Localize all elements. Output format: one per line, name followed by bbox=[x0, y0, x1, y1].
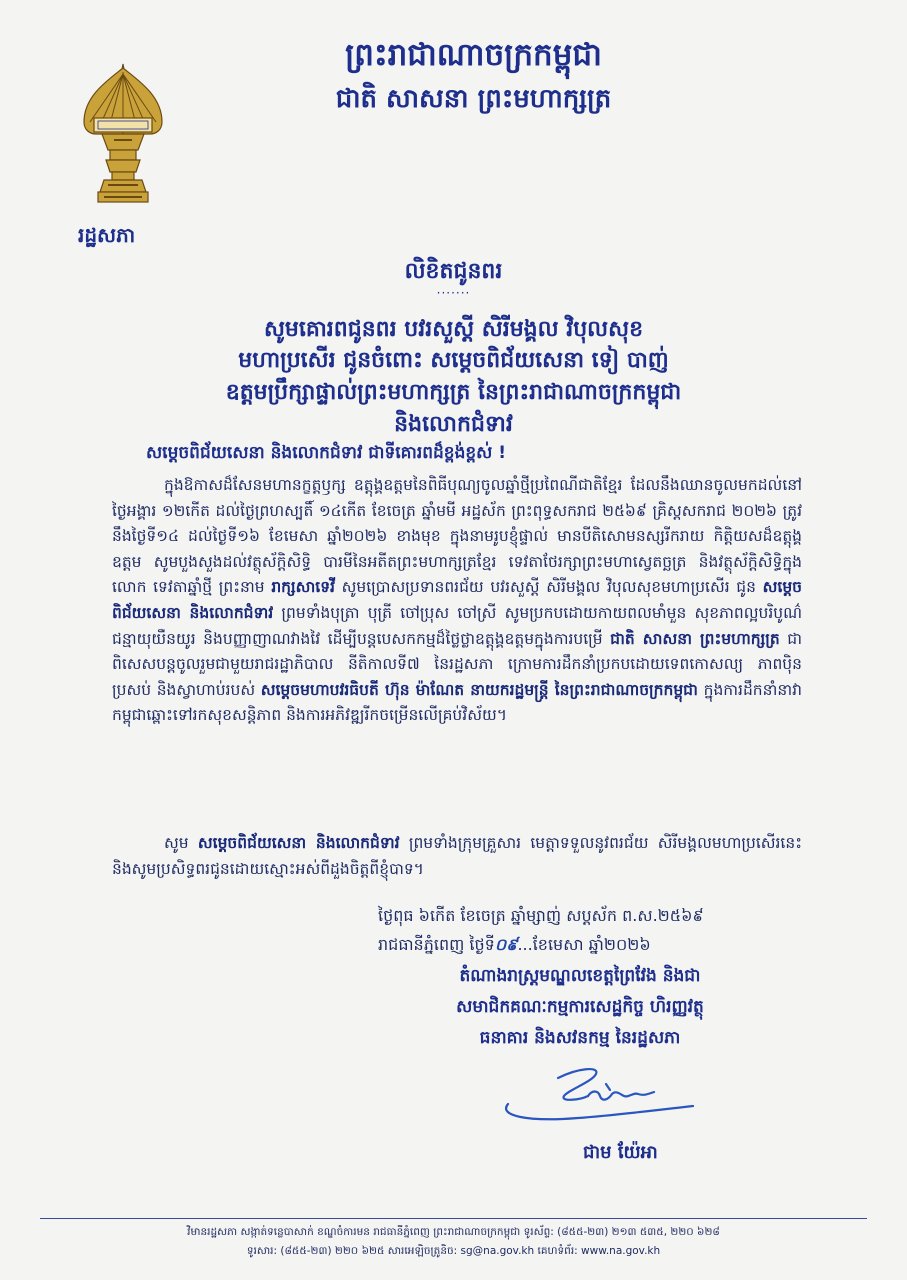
national-motto: ជាតិ សាសនា ព្រះមហាក្សត្រ bbox=[335, 84, 612, 114]
title-divider: ······· bbox=[436, 286, 471, 300]
text-run: ព្រមទាំងបុត្រា បុត្រី ចៅប្រុស ចៅស្រី សូមប្រកបដោយកាយពលមាំមួន សុខភាពល្អបរិបូណ៌ ជន្មាយុយឺនយូរ និងបញ្ញាញាណវាងវៃ ដើម្បីបន្តបេសកកម្មដ៏ថ្លៃថ្លាឧត្តុង្គឧត្តមក្នុងការបម្រើ bbox=[112, 603, 802, 648]
institution-name: រដ្ឋសភា bbox=[78, 223, 136, 247]
handwritten-day: ០៩ bbox=[494, 935, 518, 954]
text-run: ក្នុងឱកាសដ៏សែនមហានក្ខត្តឫក្ស ឧត្តុង្គឧត្តមនៃពិធីបុណ្យចូលឆ្នាំថ្មីប្រពៃណីជាតិខ្មែរ ដែលនឹងឈានចូលមកដល់នៅថ្ងៃអង្គារ ១២កើត ដល់ថ្ងៃព្រហស្បតិ៍ ១៤កើត ខែចេត្រ ឆ្នាំមមី អដ្ឋស័ក ព្រះពុទ្ធសករាជ ២៥៦៩ គ្រិស្តសករាជ ២០២៦ ត្រូវនឹងថ្ងៃទី១៤ ដល់ថ្ងៃទី១៦ ខែមេសា ឆ្នាំ២០២៦ ខាងមុខ ក្នុងនាមរូបខ្ញុំផ្ទាល់ មានបីតិសោមនស្សរីករាយ កិត្តិយសដ៏ឧត្តុង្គឧត្តម សូមបួងសួងដល់វត្ថុស័ក្តិសិទ្ធិ បារមីនៃអតីតព្រះមហាក្សត្រខ្មែរ ទេវតាថែរក្សាព្រះមហាស្វេតច្ឆត្រ និងវត្ថុស័ក្តិសិទ្ធិក្នុងលោក ទេវតាឆ្នាំថ្មី ព្រះនាម bbox=[112, 476, 802, 597]
footer-contact: ទូរសារ: (៨៥៥-២៣) ២២០ ៦២៥ សារអេឡិចត្រូនិច: sg@na.gov.kh គេហទំព័រ: www.na.gov.kh bbox=[246, 1245, 661, 1257]
highlighted-name: សម្តេចមហាបវរធិបតី ហ៊ុន ម៉ាណែត នាយករដ្ឋមន្ត្រី នៃព្រះរាជាណាចក្រកម្ពុជា bbox=[260, 680, 698, 699]
body-paragraph-1 bbox=[112, 473, 802, 729]
highlighted-name: សម្តេចពិជ័យសេនា និងលោកជំទាវ bbox=[112, 578, 802, 622]
headline-line-2: មហាប្រសើរ ជូនចំពោះ សម្តេចពិជ័យសេនា ទៀ បាញ់ bbox=[238, 348, 669, 373]
headline-line-4: និងលោកជំទាវ bbox=[394, 412, 513, 437]
sender-title-line-1: តំណាងរាស្ត្រមណ្ឌលខេត្តព្រៃវែង និងជា bbox=[459, 966, 701, 986]
text-run: ជាពិសេសបន្តចូលរួមជាមួយរាជរដ្ឋាភិបាល នីតិកាលទី៧ នៃរដ្ឋសភា ក្រោមការដឹកនាំប្រកបដោយទេពកោសល្យ ភាពប៉ិនប្រសប់ និងស្វាហាប់របស់ bbox=[112, 629, 803, 699]
sender-title-line-2: សមាជិកគណៈកម្មការសេដ្ឋកិច្ច ហិរញ្ញវត្ថុ bbox=[456, 997, 704, 1017]
footer-divider bbox=[40, 1218, 867, 1219]
signature-icon bbox=[488, 1060, 708, 1140]
kingdom-name: ព្រះរាជាណាចក្រកម្ពុជា bbox=[345, 37, 602, 73]
text-run: ក្នុងការដឹកនាំនាវាកម្ពុជាឆ្ពោះទៅរកសុខសន្តិភាព និងការអភិវឌ្ឍរីកចម្រើនលើគ្រប់វិស័យ។ bbox=[112, 680, 802, 725]
document-type: លិខិតជូនពរ bbox=[404, 259, 503, 284]
highlighted-name: ជាតិ សាសនា ព្រះមហាក្សត្រ bbox=[610, 629, 780, 648]
place-date-prefix: រាជធានីភ្នំពេញ ថ្ងៃទី bbox=[378, 935, 495, 954]
highlighted-name: រាក្សសាទេវី bbox=[271, 578, 335, 597]
headline-line-3: ឧត្តមប្រឹក្សាផ្ទាល់ព្រះមហាក្សត្រ នៃព្រះរាជាណាចក្រកម្ពុជា bbox=[225, 380, 682, 405]
headline-line-1: សូមគោរពជូនពរ បវរសួស្តី សិរីមង្គល វិបុលសុខ bbox=[263, 317, 644, 342]
text-run: សូមប្រោសប្រទានពរជ័យ បវរសួស្តី សិរីមង្គល វិបុលសុខមហាប្រសើរ ជូន bbox=[334, 578, 763, 597]
sender-title-line-3: ធនាគារ និងសវនកម្ម នៃរដ្ឋសភា bbox=[479, 1028, 681, 1048]
salutation: សម្តេចពិជ័យសេនា និងលោកជំទាវ ជាទីគោរពដ៏ខ្ពង់ខ្ពស់ ! bbox=[146, 443, 507, 463]
place-date bbox=[378, 934, 651, 958]
signer-name: ជាម យ៉ែអា bbox=[583, 1142, 658, 1163]
lunar-date: ថ្ងៃពុធ ៦កើត ខែចេត្រ ឆ្នាំម្សាញ់ សប្តស័ក ព.ស.២៥៦៩ bbox=[378, 906, 704, 925]
place-date-suffix: ...ខែមេសា ឆ្នាំ២០២៦ bbox=[517, 935, 651, 954]
text-run: សូម bbox=[164, 834, 198, 852]
text-run: ព្រមទាំងក្រុមគ្រួសារ មេត្តាទទួលនូវពរជ័យ សិរីមង្គលមហាប្រសើរនេះ និងសូមប្រសិទ្ធពរជូនដោយស្មោះអស់ពីដួងចិត្តពីខ្ញុំបាទ។ bbox=[112, 834, 803, 878]
body-paragraph-2 bbox=[112, 831, 802, 882]
highlighted-name: សម្តេចពិជ័យសេនា និងលោកជំទាវ bbox=[197, 834, 400, 852]
footer-address: វិមានរដ្ឋសភា សង្កាត់ទន្លេបាសាក់ ខណ្ឌចំការមន រាជធានីភ្នំពេញ ព្រះរាជាណាចក្រកម្ពុជា ទូរស័ព្ទ: (៨៥៥-២៣) ២១៣ ៥៣៥, ២២០ ៦២៨ bbox=[187, 1226, 720, 1238]
